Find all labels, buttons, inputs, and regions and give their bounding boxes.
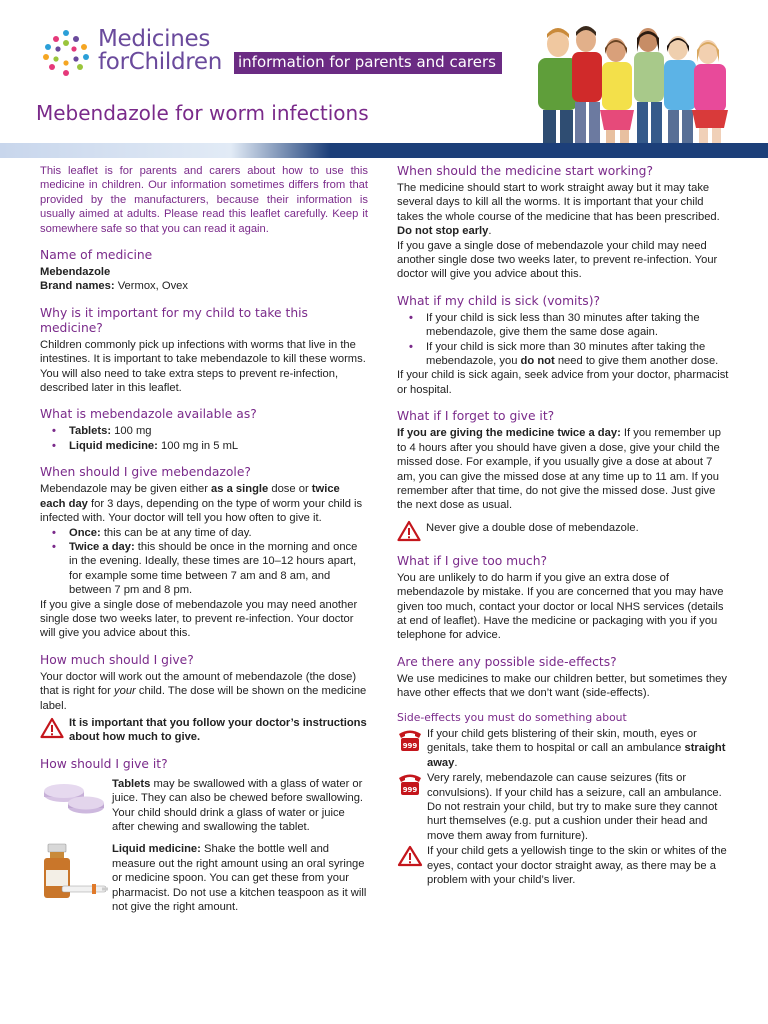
list-item-value: 100 mg	[111, 425, 152, 438]
text-run-bold: do not	[520, 355, 555, 368]
double-dose-warning-text: Never give a double dose of mebendazole.	[426, 521, 639, 534]
children-photo	[528, 22, 760, 158]
text-run-bold: straight away	[427, 742, 726, 769]
list-item-label: Tablets:	[69, 425, 112, 438]
side-effect-text	[427, 727, 733, 770]
brand-names	[40, 279, 368, 293]
text-run: .	[488, 225, 492, 238]
child-3-figure	[600, 38, 634, 158]
liquid-image-box	[40, 842, 108, 914]
text-run-bold: twice each day	[40, 483, 340, 510]
forget-paragraph	[397, 426, 733, 512]
text-run-bold: If you are giving the medicine twice a day:	[397, 427, 621, 440]
text-run-bold: Do not stop early	[397, 225, 489, 238]
header-divider-gradient	[0, 143, 330, 158]
available-as-heading: What is mebendazole available as?	[40, 407, 257, 422]
phone-999-label: 999	[402, 741, 418, 750]
text-run-bold: Liquid medicine:	[112, 843, 201, 856]
double-dose-warning	[397, 519, 733, 542]
text-run-bold: Tablets	[112, 777, 151, 790]
available-as-list	[40, 424, 368, 453]
child-2-figure	[572, 26, 602, 158]
side-effects-paragraph: We use medicines to make our children better, but sometimes they have other effects that we don’t want (side-effects).	[397, 672, 727, 700]
tablets-text	[112, 777, 368, 835]
child-5-figure	[664, 36, 696, 158]
dose-frequency-list	[40, 526, 368, 598]
too-much-paragraph: You are unlikely to do harm if you give an extra dose of mebendazole by mistake. If you are concerned that you may have given too much, contact your doctor or local NHS services (details at end of leaflet). Have the medicine or packaging with you if you telephone for advice.	[397, 571, 724, 642]
start-working-paragraph	[397, 181, 733, 239]
medicine-name: Mebendazole	[40, 266, 111, 279]
text-run-italic: your	[114, 685, 136, 698]
text-run: If your child gets blistering of their skin, mouth, eyes or genitals, take them to hospital or call an ambulance	[427, 727, 697, 755]
liquid-text	[112, 842, 368, 914]
list-item-label: Twice a day:	[69, 540, 135, 553]
page-title: Mebendazole for worm infections	[36, 101, 369, 125]
medicine-bottle-syringe-icon	[40, 842, 108, 902]
text-run: If you remember up to 4 hours after you should have given a dose, give your child the missed dose. For example, if you usually give a dose at about 7 am, you can give the missed dose at any time up to 11 am. If you remember after that time, do not give the missed dose. Just give the next dose as usual.	[397, 427, 721, 512]
intro-paragraph: This leaflet is for parents and carers about how to use this medicine in children. Our information sometimes differs from that provided by the manufacturers, because their information is usually aimed at adults. Please read this leaflet carefully. Keep it somewhere safe so that you can read it again.	[40, 165, 368, 235]
tagline: information for parents and carers	[234, 52, 502, 74]
child-6-figure	[692, 40, 728, 158]
brand-line-2: forChildren	[98, 49, 223, 75]
text-run: child. The dose will be shown on the medicine label.	[40, 685, 367, 712]
why-important-heading: Why is it important for my child to take this medicine?	[40, 305, 308, 335]
when-give-heading: When should I give mebendazole?	[40, 465, 251, 480]
text-run-bold: as a single	[211, 483, 269, 496]
side-effect-item	[397, 844, 733, 887]
list-item	[69, 439, 368, 453]
text-run: for 3 days, depending on the type of worm your child is infected with. Your doctor will tell you how often to give it.	[40, 497, 363, 525]
list-item-label: Liquid medicine:	[69, 439, 158, 452]
brand-name	[98, 28, 222, 74]
dose-warning-text: It is important that you follow your doctor’s instructions about how much to give.	[69, 716, 367, 744]
list-item-value: this should be once in the morning and once in the evening. Ideally, these times are 10–12 hours apart, for example some time between 7 am and 8 am, and between 7 pm and 8 pm.	[69, 540, 358, 597]
sick-followup: If your child is sick again, seek advice from your doctor, pharmacist or hospital.	[397, 369, 729, 396]
when-give-followup: If you give a single dose of mebendazole you may need another single dose two weeks later, to prevent re-infection. Your doctor will give you advice about this.	[40, 598, 358, 640]
right-column	[397, 164, 733, 887]
list-item	[69, 526, 368, 540]
list-item	[69, 424, 368, 438]
text-run: dose or	[268, 483, 312, 496]
side-effect-item	[397, 771, 733, 843]
text-run: may be swallowed with a glass of water or juice. They can also be chewed before swallowing. Your child should drink a glass of water or juice after chewing and swallowing the tablet.	[112, 777, 364, 833]
medicines-for-children-logo-icon	[38, 27, 94, 79]
side-effect-item	[397, 727, 733, 770]
forget-heading: What if I forget to give it?	[397, 409, 555, 424]
text-run: If your child is sick more than 30 minutes after taking the mebendazole, you	[426, 340, 706, 368]
warning-triangle-icon	[397, 520, 421, 542]
liquid-instructions	[40, 842, 368, 914]
text-run: The medicine should start to work straight away but it may take several days to kill all the worms. It is important that your child takes the whole course of the medicine that has been prescribed.	[397, 182, 720, 223]
text-run: Your doctor will work out the amount of mebendazole (the dose) that is right for	[40, 670, 357, 698]
list-item	[69, 540, 368, 598]
list-item-value: 100 mg in 5 mL	[157, 439, 239, 452]
brand-names-label: Brand names:	[40, 280, 115, 293]
brand-line-1: Medicines	[98, 26, 211, 52]
how-much-paragraph	[40, 670, 368, 713]
phone-999-label: 999	[402, 786, 418, 795]
tablets-image-box	[40, 777, 108, 835]
start-working-followup: If you gave a single dose of mebendazole your child may need another single dose two weeks later, to prevent re-infection. Your doctor will give you advice about this.	[397, 239, 718, 281]
text-run: Shake the bottle well and measure out the right amount using an oral syringe or medicine spoon. You can get these from your pharmacist. Do not use a kitchen teaspoon as it will not give the right amount.	[112, 843, 367, 914]
when-give-paragraph	[40, 482, 368, 525]
side-effect-text: Very rarely, mebendazole can cause seizures (fits or convulsions). If your child has a seizure, call an ambulance. Do not restrain your child, but try to make sure they cannot hurt themselves (e.g. put a cushion under their head and move them away from furniture).	[427, 772, 722, 842]
left-column	[40, 164, 368, 914]
how-give-heading: How should I give it?	[40, 756, 168, 771]
side-effects-subheading: Side-effects you must do something about	[397, 710, 627, 724]
side-effect-text: If your child gets a yellowish tinge to the skin or whites of the eyes, contact your doctor straight away, as there may be a problem with your child’s liver.	[427, 845, 727, 887]
list-item	[426, 340, 733, 369]
child-4-figure	[634, 28, 664, 158]
list-item-value: this can be at any time of day.	[100, 526, 252, 539]
side-effects-heading: Are there any possible side-effects?	[397, 654, 617, 669]
too-much-heading: What if I give too much?	[397, 553, 548, 568]
why-important-text: Children commonly pick up infections with worms that live in the intestines. It is important to take mebendazole to kill these worms. You will also need to take extra steps to prevent re-infection, described later in this leaflet.	[40, 338, 366, 395]
text-run: Mebendazole may be given either	[40, 483, 212, 496]
tablets-instructions	[40, 777, 368, 835]
text-run: .	[454, 756, 458, 769]
tablets-image-icon	[40, 777, 108, 821]
list-item-label: Once:	[69, 526, 101, 539]
text-run: need to give them another dose.	[554, 355, 719, 368]
emergency-phone-icon	[397, 727, 423, 753]
sick-heading: What if my child is sick (vomits)?	[397, 293, 601, 308]
sick-list	[397, 311, 733, 369]
dose-warning	[40, 716, 368, 745]
list-item: • If your child is sick less than 30 minutes after taking the mebendazole, give them the same dose again.	[426, 311, 733, 340]
brand-names-value: Vermox, Ovex	[114, 280, 188, 293]
warning-triangle-icon	[397, 844, 423, 868]
warning-triangle-icon	[40, 717, 64, 739]
name-of-medicine-heading: Name of medicine	[40, 248, 153, 263]
start-working-heading: When should the medicine start working?	[397, 164, 654, 178]
how-much-heading: How much should I give?	[40, 652, 194, 667]
emergency-phone-icon	[397, 771, 423, 797]
